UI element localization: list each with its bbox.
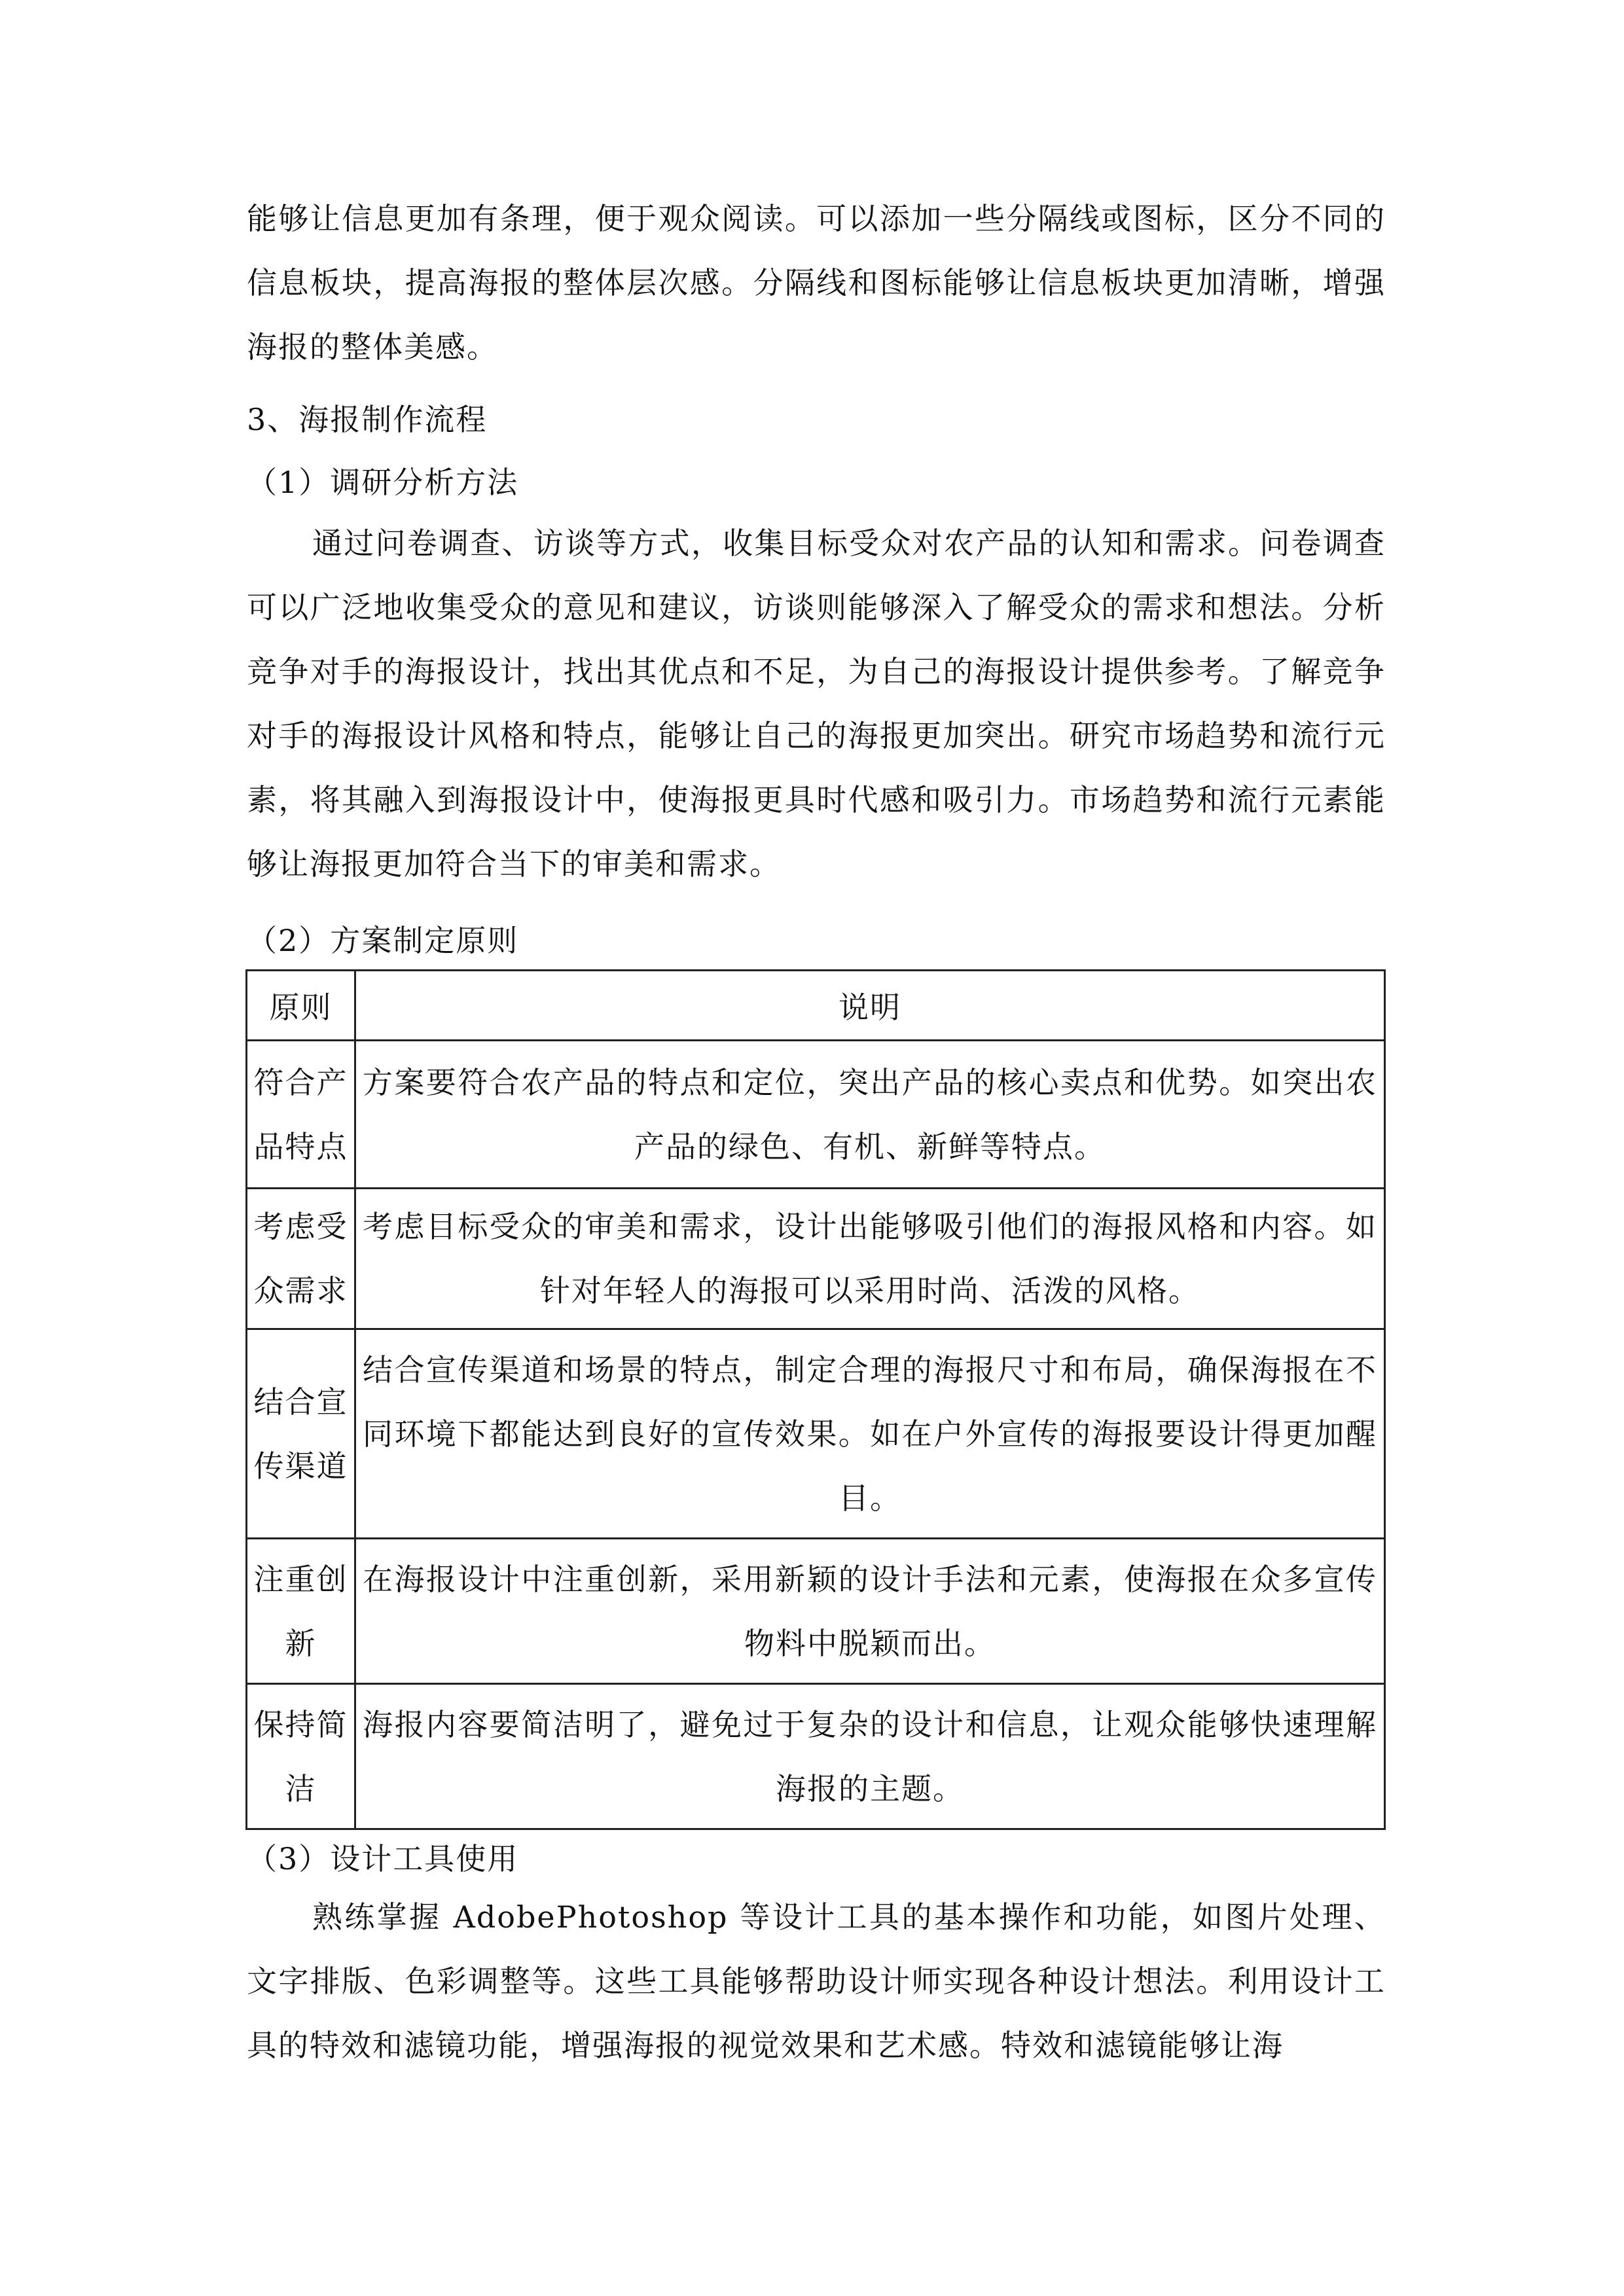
subsection-heading-1: （1）调研分析方法 <box>247 465 519 500</box>
description-cell: 海报内容要简洁明了，避免过于复杂的设计和信息，让观众能够快速理解海报的主题。 <box>355 1684 1385 1829</box>
table-header-row <box>247 971 1385 1041</box>
subsection-heading-3: （3）设计工具使用 <box>247 1841 519 1876</box>
principle-cell: 考虑受众需求 <box>247 1189 355 1329</box>
principle-cell: 注重创新 <box>247 1539 355 1684</box>
document-page <box>247 187 1386 2077</box>
spacer <box>247 896 1386 918</box>
spacer <box>247 442 1386 460</box>
description-cell: 结合宣传渠道和场景的特点，制定合理的海报尺寸和布局，确保海报在不同环境下都能达到良好的宣传效果。如在户外宣传的海报要设计得更加醒目。 <box>355 1329 1385 1539</box>
principle-cell: 符合产品特点 <box>247 1041 355 1189</box>
table-row <box>247 1041 1385 1189</box>
table-header-cell: 说明 <box>355 971 1385 1041</box>
subsection-heading-2: （2）方案制定原则 <box>247 923 519 958</box>
intro-paragraph: 能够让信息更加有条理，便于观众阅读。可以添加一些分隔线或图标，区分不同的信息板块，提高海报的整体层次感。分隔线和图标能够让信息板块更加清晰，增强海报的整体美感。 <box>247 201 1386 365</box>
section-heading-3: 3、海报制作流程 <box>247 402 488 437</box>
spacer <box>247 379 1386 397</box>
principle-cell: 结合宣传渠道 <box>247 1329 355 1539</box>
description-cell: 方案要符合农产品的特点和定位，突出产品的核心卖点和优势。如突出农产品的绿色、有机、新鲜等特点。 <box>355 1041 1385 1189</box>
table-row <box>247 1539 1385 1684</box>
tools-paragraph: 熟练掌握 AdobePhotoshop 等设计工具的基本操作和功能，如图片处理、文字排版、色彩调整等。这些工具能够帮助设计师实现各种设计想法。利用设计工具的特效和滤镜功能，增强海报的视觉效果和艺术感。特效和滤镜能够让海 <box>247 1899 1386 2063</box>
description-cell: 在海报设计中注重创新，采用新颖的设计手法和元素，使海报在众多宣传物料中脱颖而出。 <box>355 1539 1385 1684</box>
table-row <box>247 1329 1385 1539</box>
principle-cell: 保持简洁 <box>247 1684 355 1829</box>
research-paragraph: 通过问卷调查、访谈等方式，收集目标受众对农产品的认知和需求。问卷调查可以广泛地收集受众的意见和建议，访谈则能够深入了解受众的需求和想法。分析竞争对手的海报设计，找出其优点和不足，为自己的海报设计提供参考。了解竞争对手的海报设计风格和特点，能够让自己的海报更加突出。研究市场趋势和流行元素，将其融入到海报设计中，使海报更具时代感和吸引力。市场趋势和流行元素能够让海报更加符合当下的审美和需求。 <box>247 526 1386 882</box>
principles-table <box>245 969 1386 1830</box>
description-cell: 考虑目标受众的审美和需求，设计出能够吸引他们的海报风格和内容。如针对年轻人的海报可以采用时尚、活泼的风格。 <box>355 1189 1385 1329</box>
spacer <box>247 1830 1386 1837</box>
table-header-cell: 原则 <box>247 971 355 1041</box>
table-row <box>247 1189 1385 1329</box>
spacer <box>247 963 1386 969</box>
table-row <box>247 1684 1385 1829</box>
